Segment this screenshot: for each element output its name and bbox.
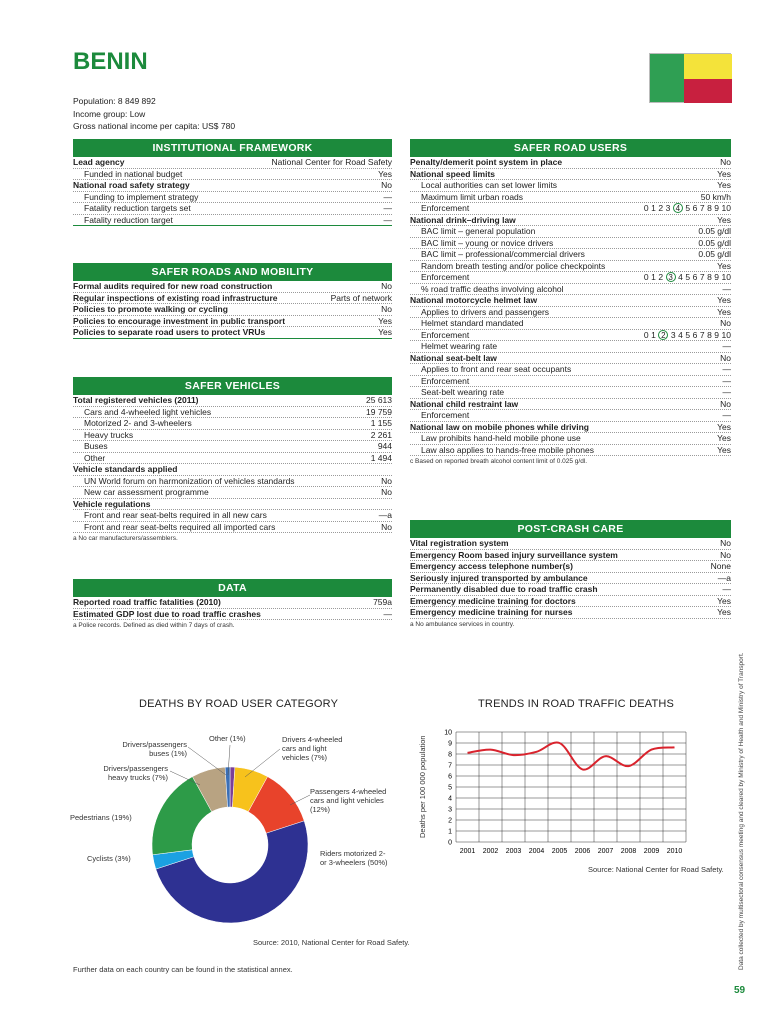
table-row — [73, 609, 392, 621]
table-row — [73, 453, 392, 465]
row-value: — — [383, 214, 392, 225]
table-row — [410, 295, 731, 307]
row-value: No — [720, 318, 731, 328]
row-value: — — [722, 387, 731, 397]
income-group: Income group: Low — [73, 108, 146, 119]
table-row — [73, 499, 392, 511]
table-row — [73, 407, 392, 419]
table-row — [410, 445, 731, 457]
country-info — [73, 95, 235, 133]
table-row — [410, 318, 731, 330]
row-label: Cars and 4-wheeled light vehicles — [84, 406, 212, 417]
trend-source: Source: National Center for Road Safety. — [588, 865, 724, 874]
row-label: Applies to drivers and passengers — [421, 306, 550, 317]
table-row — [73, 418, 392, 430]
y-tick-label: 6 — [448, 773, 452, 781]
pie-label-pass4: Passengers 4-wheeled cars and light vehicles (12%) — [310, 787, 387, 814]
section-header: DATA — [73, 579, 392, 597]
row-label: Heavy trucks — [84, 429, 134, 440]
table-row — [410, 387, 731, 399]
x-tick-label: 2008 — [620, 848, 637, 855]
row-label: BAC limit – general population — [421, 226, 536, 236]
row-value: Yes — [717, 607, 731, 617]
row-label: Applies to front and rear seat occupants — [421, 364, 572, 374]
row-value: Yes — [378, 315, 392, 326]
row-label: New car assessment programme — [84, 487, 209, 497]
table-row — [73, 316, 392, 328]
pie-chart-title: DEATHS BY ROAD USER CATEGORY — [139, 698, 339, 710]
x-tick-label: 2004 — [528, 848, 545, 855]
row-label: Penalty/demerit point system in place — [410, 157, 563, 167]
row-label: Policies to separate road users to protect VRUs — [73, 327, 266, 337]
row-value: 0.05 g/dl — [698, 237, 731, 248]
trend-ylabel: Deaths per 100 000 population — [418, 735, 427, 838]
row-label: National law on mobile phones while driving — [410, 421, 589, 432]
row-value: Yes — [717, 595, 731, 606]
row-label: Reported road traffic fatalities (2010) — [73, 597, 221, 607]
row-value: Yes — [378, 168, 392, 179]
row-label: Enforcement — [421, 410, 470, 420]
footnote: a No ambulance services in country. — [410, 620, 515, 628]
row-label: Policies to promote walking or cycling — [73, 304, 228, 314]
table-row — [410, 410, 731, 422]
table-row — [73, 293, 392, 305]
pie-label-riders: Riders motorized 2- or 3-wheelers (50%) — [320, 849, 388, 867]
row-label: Emergency medicine training for nurses — [410, 607, 573, 617]
pie-source: Source: 2010, National Center for Road Safety. — [253, 938, 410, 947]
y-tick-label: 2 — [448, 817, 452, 825]
table-row — [410, 203, 731, 215]
table-row — [410, 226, 731, 238]
row-label: Seriously injured transported by ambulance — [410, 572, 588, 583]
table-row — [410, 307, 731, 319]
row-value: No — [720, 549, 731, 560]
row-label: Seat-belt wearing rate — [421, 387, 505, 397]
section-header: INSTITUTIONAL FRAMEWORK — [73, 139, 392, 157]
row-value: Yes — [717, 421, 731, 432]
enforcement-score: 0 1 2 3 4 5 6 7 8 9 10 — [643, 329, 731, 340]
row-label: Vehicle regulations — [73, 498, 151, 509]
x-tick-label: 2009 — [643, 848, 660, 855]
row-value: National Center for Road Safety — [271, 157, 392, 167]
table-row — [410, 272, 731, 284]
row-label: National seat-belt law — [410, 352, 497, 363]
table-row — [410, 180, 731, 192]
x-tick-label: 2010 — [666, 848, 683, 855]
row-value: Yes — [717, 180, 731, 190]
row-label: Helmet standard mandated — [421, 318, 524, 328]
table-row — [73, 510, 392, 522]
row-value: — — [722, 584, 731, 594]
y-tick-label: 1 — [448, 828, 452, 836]
row-value: — — [383, 191, 392, 202]
row-label: Law also applies to hands-free mobile phones — [421, 444, 594, 455]
row-value: No — [381, 487, 392, 497]
table-row — [410, 550, 731, 562]
table-row — [410, 433, 731, 445]
x-tick-label: 2002 — [482, 848, 499, 855]
trend-chart-title: TRENDS IN ROAD TRAFFIC DEATHS — [478, 698, 675, 710]
row-label: Emergency access telephone number(s) — [410, 561, 573, 571]
row-value: — — [383, 203, 392, 213]
table-row — [73, 395, 392, 407]
row-label: Vehicle standards applied — [73, 464, 178, 474]
safer-roads-table — [73, 263, 392, 339]
row-label: Maximum limit urban roads — [421, 191, 524, 202]
row-label: Enforcement — [421, 203, 470, 213]
row-value: 1 494 — [370, 452, 392, 463]
pie-label-cyclists: Cyclists (3%) — [87, 854, 131, 863]
table-row — [73, 157, 392, 169]
table-row — [410, 330, 731, 342]
row-label: National speed limits — [410, 168, 496, 179]
row-label: Local authorities can set lower limits — [421, 180, 558, 190]
row-value: 50 km/h — [700, 191, 731, 202]
row-label: Buses — [84, 441, 108, 451]
trend-chart — [430, 728, 690, 860]
row-value: None — [710, 561, 731, 571]
table-row — [73, 192, 392, 204]
row-label: Vital registration system — [410, 538, 509, 548]
table-row — [73, 169, 392, 181]
table-row — [410, 192, 731, 204]
row-value: No — [381, 180, 392, 190]
row-label: Emergency Room based injury surveillance system — [410, 549, 618, 560]
table-row — [73, 281, 392, 293]
institutional-framework-table — [73, 139, 392, 226]
row-value: — — [722, 341, 731, 351]
flag-icon — [649, 53, 731, 103]
row-value: No — [381, 304, 392, 314]
row-value: 19 759 — [366, 406, 392, 417]
y-tick-label: 4 — [448, 795, 452, 803]
table-row — [410, 157, 731, 169]
table-row — [410, 284, 731, 296]
section-header: POST-CRASH CARE — [410, 520, 731, 538]
row-label: UN World forum on harmonization of vehicles standards — [84, 475, 295, 486]
row-value: Yes — [717, 260, 731, 271]
row-value: —a — [378, 510, 392, 520]
row-value: No — [720, 157, 731, 167]
y-tick-label: 9 — [448, 740, 452, 748]
row-label: National child restraint law — [410, 398, 519, 409]
section-header: SAFER ROADS AND MOBILITY — [73, 263, 392, 281]
pie-label-buses: Drivers/passengers buses (1%) — [122, 740, 187, 758]
table-row — [73, 487, 392, 499]
y-tick-label: 8 — [448, 751, 452, 759]
row-value: 759a — [373, 597, 392, 607]
row-value: 0.05 g/dl — [698, 226, 731, 236]
side-note: Data collected by multisectoral consensus meeting and cleared by Ministry of Health and Ministry of Transport. — [738, 652, 745, 970]
row-label: Total registered vehicles (2011) — [73, 395, 199, 405]
row-label: Other — [84, 452, 106, 463]
row-label: National motorcycle helmet law — [410, 295, 538, 305]
table-row — [73, 180, 392, 192]
row-value: Yes — [717, 214, 731, 225]
row-value: 944 — [377, 441, 392, 451]
table-row — [410, 607, 731, 619]
table-row — [410, 169, 731, 181]
row-value: — — [722, 283, 731, 294]
row-label: Enforcement — [421, 375, 470, 386]
table-row — [410, 422, 731, 434]
x-tick-label: 2001 — [459, 848, 476, 855]
table-row — [73, 597, 392, 609]
row-value: 1 155 — [370, 418, 392, 428]
row-value: No — [381, 281, 392, 291]
row-label: Funding to implement strategy — [84, 191, 199, 202]
row-label: Front and rear seat-belts required in all new cars — [84, 510, 267, 520]
y-tick-label: 5 — [448, 784, 452, 792]
row-value: No — [720, 352, 731, 363]
table-row — [73, 464, 392, 476]
row-label: Law prohibits hand-held mobile phone use — [421, 433, 581, 443]
enforcement-score: 0 1 2 3 4 5 6 7 8 9 10 — [643, 272, 731, 282]
row-value: — — [383, 608, 392, 619]
population: Population: 8 849 892 — [73, 96, 156, 106]
table-row — [73, 203, 392, 215]
row-value: —a — [717, 572, 731, 583]
row-value: Yes — [717, 168, 731, 179]
safer-road-users-table — [410, 139, 731, 465]
row-value: Yes — [717, 295, 731, 305]
row-label: Emergency medicine training for doctors — [410, 595, 576, 606]
post-crash-care-table — [410, 520, 731, 628]
table-row — [410, 399, 731, 411]
row-label: Policies to encourage investment in public transport — [73, 315, 286, 326]
row-value: Yes — [717, 444, 731, 455]
row-label: Fatality reduction targets set — [84, 203, 191, 213]
row-value: — — [722, 375, 731, 386]
row-label: Motorized 2- and 3-wheelers — [84, 418, 192, 428]
table-row — [410, 215, 731, 227]
row-label: BAC limit – young or novice drivers — [421, 237, 554, 248]
x-tick-label: 2005 — [551, 848, 568, 855]
y-tick-label: 3 — [448, 806, 452, 814]
row-label: Funded in national budget — [84, 168, 183, 179]
row-label: National road safety strategy — [73, 180, 190, 190]
pie-label-other: Other (1%) — [209, 734, 246, 743]
row-label: Permanently disabled due to road traffic crash — [410, 584, 598, 594]
row-value: 0.05 g/dl — [698, 249, 731, 259]
row-value: — — [722, 410, 731, 420]
row-value: No — [720, 398, 731, 409]
row-label: Formal audits required for new road construction — [73, 281, 273, 291]
row-value: Yes — [717, 306, 731, 317]
row-label: National drink–driving law — [410, 214, 516, 225]
table-row — [410, 584, 731, 596]
table-row — [73, 304, 392, 316]
page-number: 59 — [734, 985, 746, 996]
row-label: % road traffic deaths involving alcohol — [421, 283, 564, 294]
table-row — [73, 430, 392, 442]
table-row — [410, 596, 731, 608]
row-label: Regular inspections of existing road infrastructure — [73, 292, 278, 303]
row-value: 2 261 — [370, 429, 392, 440]
y-tick-label: 0 — [448, 839, 452, 847]
y-tick-label: 10 — [444, 729, 452, 737]
pie-leader-lines — [150, 735, 350, 875]
row-label: BAC limit – professional/commercial drivers — [421, 249, 585, 259]
enforcement-score: 0 1 2 3 4 5 6 7 8 9 10 — [643, 203, 731, 213]
x-tick-label: 2003 — [505, 848, 522, 855]
row-value: No — [381, 521, 392, 532]
table-row — [410, 573, 731, 585]
footnote: c Based on reported breath alcohol content limit of 0.025 g/dl. — [410, 458, 588, 465]
section-header: SAFER VEHICLES — [73, 377, 392, 395]
row-label: Lead agency — [73, 157, 125, 167]
table-row — [410, 341, 731, 353]
safer-vehicles-table — [73, 377, 392, 542]
table-row — [410, 238, 731, 250]
table-row — [73, 215, 392, 227]
table-row — [410, 538, 731, 550]
row-label: Random breath testing and/or police checkpoints — [421, 260, 606, 271]
row-label: Fatality reduction target — [84, 214, 173, 225]
country-title: BENIN — [73, 48, 148, 75]
x-tick-label: 2007 — [597, 848, 614, 855]
row-value: Parts of network — [330, 292, 392, 303]
table-row — [73, 476, 392, 488]
footnote: a Police records. Defined as died within 7 days of crash. — [73, 622, 235, 629]
table-row — [73, 522, 392, 534]
row-label: Front and rear seat-belts required all imported cars — [84, 521, 276, 532]
row-label: Estimated GDP lost due to road traffic crashes — [73, 608, 261, 619]
pie-label-trucks: Drivers/passengers heavy trucks (7%) — [103, 764, 168, 782]
row-value: No — [381, 475, 392, 486]
gni: Gross national income per capita: US$ 780 — [73, 121, 236, 131]
footnote: a No car manufacturers/assemblers. — [73, 535, 178, 542]
row-value: — — [722, 364, 731, 374]
pie-label-cars4: Drivers 4-wheeled cars and light vehicles (7%) — [282, 735, 343, 762]
table-row — [410, 353, 731, 365]
table-row — [73, 441, 392, 453]
row-value: Yes — [378, 327, 392, 337]
table-row — [410, 249, 731, 261]
pie-label-pedestrians: Pedestrians (19%) — [70, 813, 132, 822]
row-label: Enforcement — [421, 329, 470, 340]
row-value: Yes — [717, 433, 731, 443]
table-row — [410, 376, 731, 388]
footer-note: Further data on each country can be found in the statistical annex. — [73, 965, 293, 974]
y-tick-label: 7 — [448, 762, 452, 770]
x-tick-label: 2006 — [574, 848, 591, 855]
table-row — [410, 364, 731, 376]
data-table — [73, 579, 392, 629]
section-header: SAFER ROAD USERS — [410, 139, 731, 157]
table-row — [73, 327, 392, 339]
row-value: 25 613 — [366, 395, 392, 405]
table-row — [410, 561, 731, 573]
row-label: Helmet wearing rate — [421, 341, 498, 351]
row-value: No — [720, 538, 731, 548]
table-row — [410, 261, 731, 273]
row-label: Enforcement — [421, 272, 470, 282]
